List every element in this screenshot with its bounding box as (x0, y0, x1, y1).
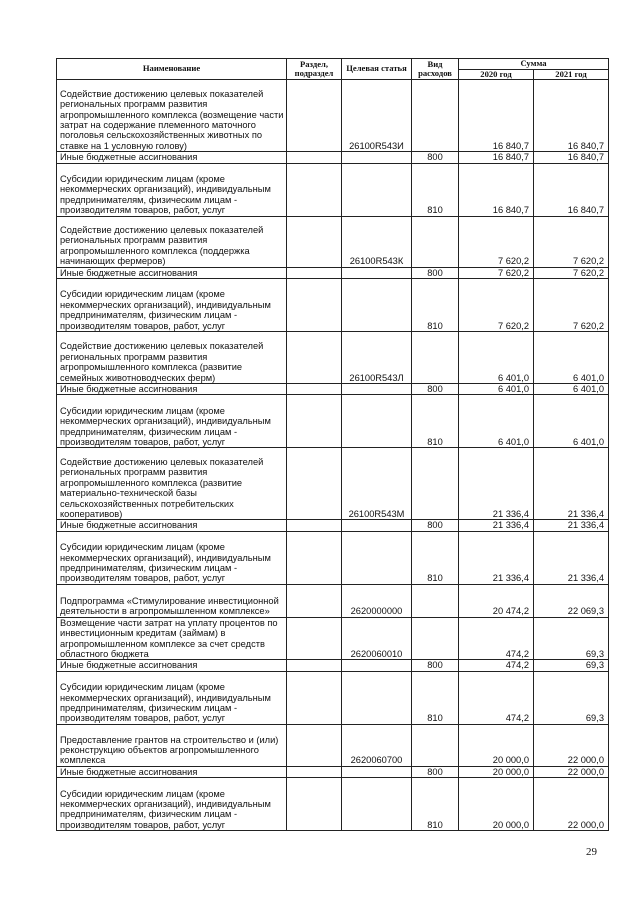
row-target (342, 660, 412, 671)
row-name: Содействие достижению целевых показателей региональных программ развития агропромышленного комплекса (поддержка начинающих фермеров) (57, 216, 287, 267)
row-target (342, 279, 412, 332)
row-type: 800 (412, 520, 459, 531)
row-sum-2020: 21 336,4 (459, 531, 534, 584)
row-sum-2020: 16 840,7 (459, 152, 534, 163)
row-type (412, 724, 459, 766)
row-target (342, 152, 412, 163)
row-name: Иные бюджетные ассигнования (57, 520, 287, 531)
row-sum-2020: 6 401,0 (459, 384, 534, 395)
row-section (287, 660, 342, 671)
row-sum-2021: 69,3 (534, 617, 609, 660)
page-number: 29 (586, 846, 597, 858)
row-type (412, 216, 459, 267)
row-name: Подпрограмма «Стимулирование инвестиционной деятельности в агропромышленном комплексе» (57, 584, 287, 617)
row-sum-2021: 7 620,2 (534, 216, 609, 267)
row-sum-2021: 7 620,2 (534, 279, 609, 332)
row-type: 810 (412, 531, 459, 584)
row-sum-2021: 21 336,4 (534, 520, 609, 531)
row-target (342, 163, 412, 216)
row-type (412, 332, 459, 384)
row-type: 810 (412, 671, 459, 724)
row-sum-2020: 21 336,4 (459, 520, 534, 531)
row-type: 810 (412, 395, 459, 448)
row-sum-2020: 21 336,4 (459, 448, 534, 520)
row-name: Субсидии юридическим лицам (кроме некоммерческих организаций), индивидуальным предпринимателям, физическим лицам - производителям товаров, работ, услуг (57, 778, 287, 831)
table-row (57, 671, 609, 724)
row-target (342, 384, 412, 395)
row-section (287, 216, 342, 267)
row-sum-2020: 20 474,2 (459, 584, 534, 617)
table-row (57, 152, 609, 163)
budget-table (56, 58, 609, 831)
row-sum-2020: 16 840,7 (459, 163, 534, 216)
row-sum-2021: 21 336,4 (534, 531, 609, 584)
table-row (57, 724, 609, 766)
row-section (287, 279, 342, 332)
table-row (57, 584, 609, 617)
row-sum-2020: 474,2 (459, 671, 534, 724)
row-sum-2020: 20 000,0 (459, 766, 534, 777)
row-section (287, 520, 342, 531)
row-target: 26100R543Л (342, 332, 412, 384)
row-sum-2020: 20 000,0 (459, 724, 534, 766)
table-row (57, 267, 609, 278)
row-section (287, 778, 342, 831)
table-row (57, 520, 609, 531)
row-type: 800 (412, 766, 459, 777)
row-sum-2021: 22 000,0 (534, 766, 609, 777)
row-sum-2021: 16 840,7 (534, 80, 609, 152)
row-target: 26100R543К (342, 216, 412, 267)
row-section (287, 163, 342, 216)
row-sum-2021: 22 069,3 (534, 584, 609, 617)
row-sum-2021: 69,3 (534, 671, 609, 724)
row-sum-2021: 69,3 (534, 660, 609, 671)
row-sum-2021: 7 620,2 (534, 267, 609, 278)
row-section (287, 267, 342, 278)
row-sum-2021: 16 840,7 (534, 163, 609, 216)
row-target: 26100R543И (342, 80, 412, 152)
header-target: Целевая статья (342, 59, 412, 80)
row-sum-2020: 7 620,2 (459, 279, 534, 332)
row-sum-2020: 6 401,0 (459, 395, 534, 448)
header-name: Наименование (57, 59, 287, 80)
row-name: Содействие достижению целевых показателей региональных программ развития агропромышленного комплекса (развитие материально-технической базы сельскохозяйственных потребительских кооперативов) (57, 448, 287, 520)
row-sum-2021: 22 000,0 (534, 778, 609, 831)
row-target (342, 778, 412, 831)
row-sum-2021: 6 401,0 (534, 332, 609, 384)
table-body (57, 80, 609, 831)
row-section (287, 395, 342, 448)
row-type: 800 (412, 152, 459, 163)
row-target: 2620000000 (342, 584, 412, 617)
row-section (287, 617, 342, 660)
row-name: Содействие достижению целевых показателей региональных программ развития агропромышленного комплекса (развитие семейных животноводческих ферм) (57, 332, 287, 384)
header-sum: Сумма (459, 59, 609, 70)
row-name: Возмещение части затрат на уплату процентов по инвестиционным кредитам (займам) в агропромышленном комплексе за счет средств областного бюджета (57, 617, 287, 660)
row-type: 800 (412, 660, 459, 671)
row-type: 800 (412, 384, 459, 395)
row-sum-2021: 6 401,0 (534, 384, 609, 395)
row-sum-2020: 474,2 (459, 660, 534, 671)
table-row (57, 778, 609, 831)
table-row (57, 660, 609, 671)
row-name: Субсидии юридическим лицам (кроме некоммерческих организаций), индивидуальным предпринимателям, физическим лицам - производителям товаров, работ, услуг (57, 279, 287, 332)
row-sum-2021: 22 000,0 (534, 724, 609, 766)
header-year-2021: 2021 год (534, 69, 609, 80)
row-target: 26100R543М (342, 448, 412, 520)
row-section (287, 152, 342, 163)
table-row (57, 80, 609, 152)
table-row (57, 617, 609, 660)
table-row (57, 163, 609, 216)
row-target (342, 395, 412, 448)
row-name: Содействие достижению целевых показателей региональных программ развития агропромышленного комплекса (возмещение части затрат на содержание племенного маточного поголовья сельскохозяйственных животных по ставке на 1 условную голову) (57, 80, 287, 152)
row-type: 810 (412, 163, 459, 216)
row-target (342, 520, 412, 531)
table-row (57, 216, 609, 267)
row-section (287, 584, 342, 617)
row-section (287, 332, 342, 384)
row-name: Иные бюджетные ассигнования (57, 660, 287, 671)
row-sum-2020: 7 620,2 (459, 267, 534, 278)
row-section (287, 384, 342, 395)
row-section (287, 448, 342, 520)
row-name: Субсидии юридическим лицам (кроме некоммерческих организаций), индивидуальным предпринимателям, физическим лицам - производителям товаров, работ, услуг (57, 531, 287, 584)
table-row (57, 766, 609, 777)
row-sum-2020: 474,2 (459, 617, 534, 660)
row-name: Иные бюджетные ассигнования (57, 766, 287, 777)
row-target: 2620060700 (342, 724, 412, 766)
row-type: 810 (412, 279, 459, 332)
table-row (57, 279, 609, 332)
header-section: Раздел, подраздел (287, 59, 342, 80)
row-name: Иные бюджетные ассигнования (57, 384, 287, 395)
row-sum-2021: 16 840,7 (534, 152, 609, 163)
table-row (57, 395, 609, 448)
row-name: Субсидии юридическим лицам (кроме некоммерческих организаций), индивидуальным предпринимателям, физическим лицам - производителям товаров, работ, услуг (57, 671, 287, 724)
row-name: Субсидии юридическим лицам (кроме некоммерческих организаций), индивидуальным предпринимателям, физическим лицам - производителям товаров, работ, услуг (57, 395, 287, 448)
row-target (342, 267, 412, 278)
table-row (57, 384, 609, 395)
row-type (412, 617, 459, 660)
row-name: Иные бюджетные ассигнования (57, 152, 287, 163)
table-row (57, 531, 609, 584)
row-name: Субсидии юридическим лицам (кроме некоммерческих организаций), индивидуальным предпринимателям, физическим лицам - производителям товаров, работ, услуг (57, 163, 287, 216)
row-sum-2021: 6 401,0 (534, 395, 609, 448)
row-section (287, 531, 342, 584)
row-section (287, 766, 342, 777)
row-sum-2020: 7 620,2 (459, 216, 534, 267)
row-target (342, 766, 412, 777)
row-section (287, 724, 342, 766)
row-sum-2020: 6 401,0 (459, 332, 534, 384)
header-row-top (57, 59, 609, 70)
budget-table-page (56, 58, 608, 831)
table-row (57, 332, 609, 384)
row-name: Иные бюджетные ассигнования (57, 267, 287, 278)
row-sum-2020: 16 840,7 (459, 80, 534, 152)
row-name: Предоставление грантов на строительство и (или) реконструкцию объектов агропромышленного комплекса (57, 724, 287, 766)
table-row (57, 448, 609, 520)
row-type: 800 (412, 267, 459, 278)
header-year-2020: 2020 год (459, 69, 534, 80)
row-sum-2020: 20 000,0 (459, 778, 534, 831)
row-type: 810 (412, 778, 459, 831)
row-section (287, 80, 342, 152)
row-target: 2620060010 (342, 617, 412, 660)
row-type (412, 448, 459, 520)
header-type: Вид расходов (412, 59, 459, 80)
row-type (412, 584, 459, 617)
row-type (412, 80, 459, 152)
row-section (287, 671, 342, 724)
row-target (342, 671, 412, 724)
row-sum-2021: 21 336,4 (534, 448, 609, 520)
row-target (342, 531, 412, 584)
